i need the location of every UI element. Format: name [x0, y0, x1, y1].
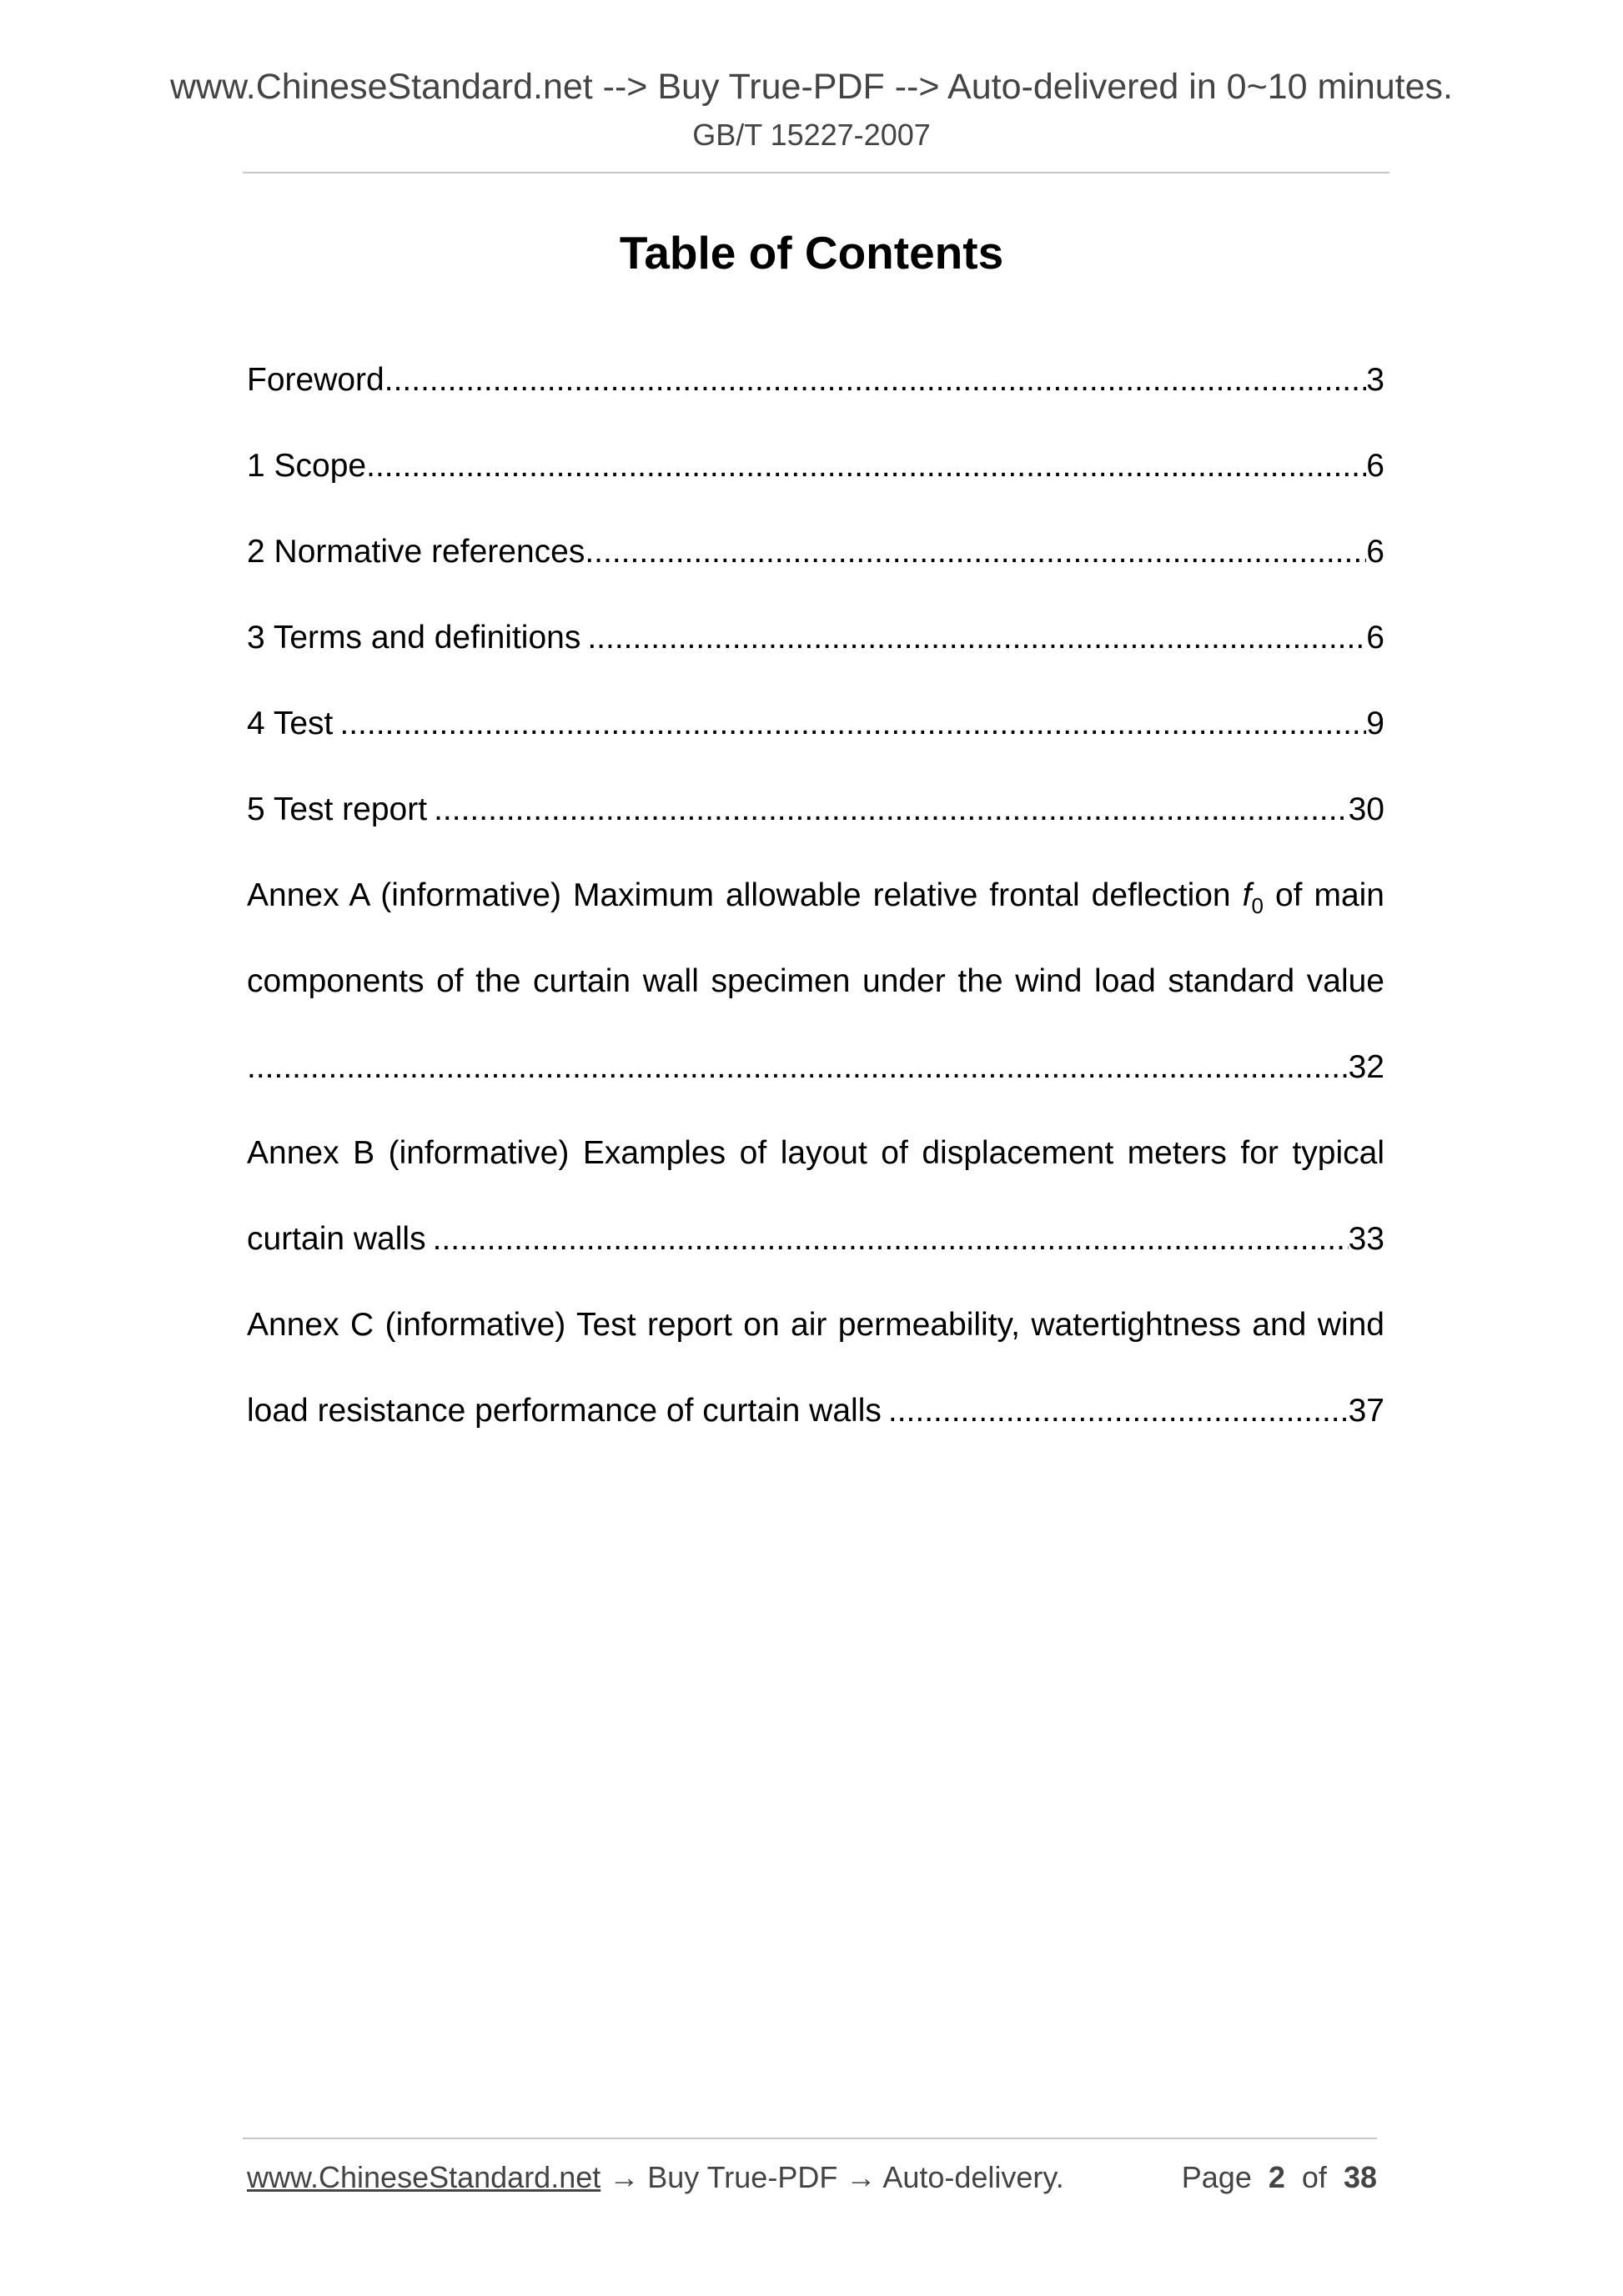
toc-entry-label: 2 Normative references	[247, 534, 585, 570]
toc-entry-label: Foreword	[247, 362, 384, 398]
toc-entry-annex-a-page[interactable]	[247, 1042, 1384, 1093]
toc-entry-label: Annex A (informative) Maximum allowable relative frontal deflection	[247, 877, 1231, 913]
dot-leader	[247, 1042, 1349, 1093]
toc-entry-annex-c-line2[interactable]	[247, 1386, 1384, 1436]
toc-page-number: 6	[1366, 620, 1384, 656]
standard-number: GB/T 15227-2007	[692, 118, 931, 152]
toc-page-number: 32	[1348, 1049, 1384, 1085]
toc-entry-annex-b[interactable]	[247, 1128, 1384, 1178]
dot-leader	[366, 441, 1366, 491]
toc-page-number: 9	[1366, 706, 1384, 741]
toc-entry-annex-b-line2[interactable]	[247, 1214, 1384, 1264]
page-total: 38	[1343, 2160, 1377, 2194]
page-of: of	[1301, 2160, 1327, 2194]
toc-entry-annex-a[interactable]	[247, 871, 1384, 921]
dot-leader	[434, 785, 1349, 835]
toc-page-number: 30	[1348, 791, 1384, 827]
toc-entry-foreword[interactable]	[247, 355, 1384, 405]
deflection-symbol: $f_0$	[1242, 877, 1264, 918]
toc-entry-label: components of the curtain wall specimen under the wind load standard value	[247, 963, 1384, 999]
page-label: Page	[1181, 2160, 1252, 2194]
footer-divider	[243, 2138, 1377, 2139]
toc-page-number: 37	[1348, 1393, 1384, 1429]
dot-leader	[384, 355, 1367, 405]
toc-entry-label: 4 Test	[247, 706, 334, 741]
toc-page-number: 6	[1366, 534, 1384, 570]
dot-leader	[433, 1214, 1349, 1264]
toc-page-number: 33	[1348, 1221, 1384, 1257]
toc-entry-label: Annex B (informative) Examples of layout of displacement meters for typical	[247, 1135, 1384, 1171]
page-footer	[247, 2157, 1377, 2198]
toc-entry-test-report[interactable]	[247, 785, 1384, 835]
dot-leader	[585, 527, 1366, 577]
dot-leader	[587, 613, 1366, 663]
toc-entry-label-continued: of main	[1274, 877, 1384, 913]
toc-entry-label: 5 Test report	[247, 791, 428, 827]
toc-page-number: 6	[1366, 448, 1384, 484]
toc-entry-annex-a-line2[interactable]	[247, 957, 1384, 1007]
toc-page-number: 3	[1366, 362, 1384, 398]
dot-leader	[888, 1386, 1349, 1436]
toc-entry-test[interactable]	[247, 699, 1384, 749]
toc-entry-normative-references[interactable]	[247, 527, 1384, 577]
page-indicator	[1182, 2157, 1377, 2198]
toc-entry-scope[interactable]	[247, 441, 1384, 491]
page-current: 2	[1268, 2160, 1285, 2194]
page-title: Table of Contents	[619, 227, 1004, 279]
footer-text: → Buy True-PDF → Auto-delivery.	[600, 2160, 1064, 2194]
toc-entry-terms-definitions[interactable]	[247, 613, 1384, 663]
toc-entry-label: 3 Terms and definitions	[247, 620, 581, 656]
header-banner: www.ChineseStandard.net --> Buy True-PDF --> Auto-delivered in 0~10 minutes.	[169, 67, 1453, 107]
toc-entry-annex-c[interactable]	[247, 1300, 1384, 1350]
toc-entry-label: curtain walls	[247, 1221, 426, 1257]
footer-link[interactable]: www.ChineseStandard.net	[247, 2160, 601, 2194]
toc-entry-label: load resistance performance of curtain walls	[247, 1393, 882, 1429]
toc-entry-label: 1 Scope	[247, 448, 367, 484]
header-divider	[243, 172, 1389, 173]
toc-entry-label: Annex C (informative) Test report on air permeability, watertightness and wind	[247, 1307, 1384, 1343]
dot-leader	[339, 699, 1366, 749]
